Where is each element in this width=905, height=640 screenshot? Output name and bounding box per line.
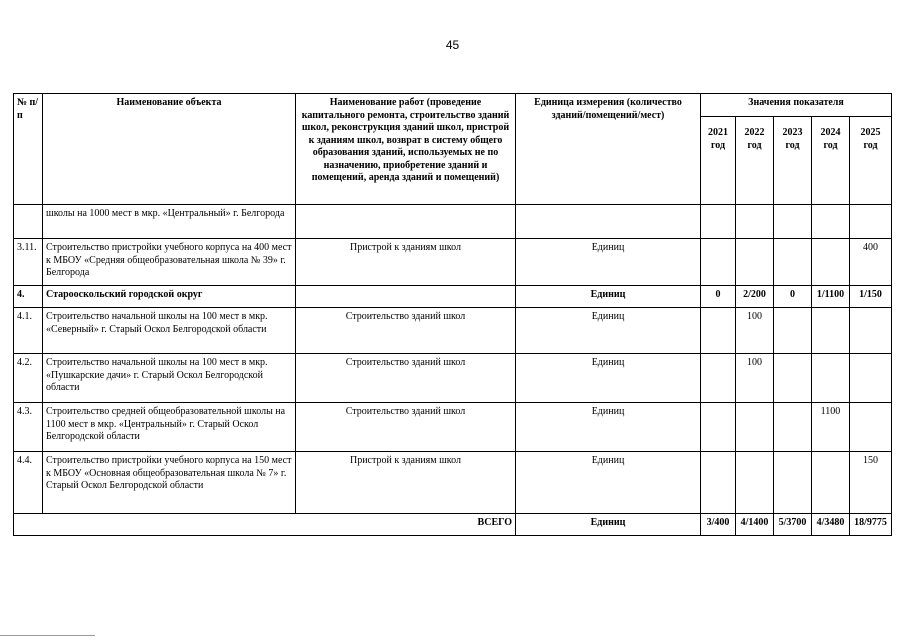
row-value-2024 — [812, 354, 850, 403]
row-num: 4.1. — [14, 308, 43, 354]
row-num: 4. — [14, 286, 43, 308]
row-value-2021 — [701, 239, 736, 286]
total-value-2023: 5/3700 — [774, 514, 812, 536]
row-unit: Единиц — [516, 308, 701, 354]
header-num: № п/п — [14, 94, 43, 205]
row-value-2021 — [701, 205, 736, 239]
table-row — [14, 354, 892, 403]
table-row-district — [14, 286, 892, 308]
table-row — [14, 452, 892, 514]
row-num: 4.3. — [14, 403, 43, 452]
total-label: ВСЕГО — [14, 514, 516, 536]
row-value-2021 — [701, 403, 736, 452]
total-value-2022: 4/1400 — [736, 514, 774, 536]
row-num: 3.11. — [14, 239, 43, 286]
table-row — [14, 308, 892, 354]
row-unit: Единиц — [516, 403, 701, 452]
row-value-2022: 100 — [736, 354, 774, 403]
row-object: Строительство начальной школы на 100 мест в мкр. «Северный» г. Старый Оскол Белгородской области — [43, 308, 296, 354]
row-unit: Единиц — [516, 354, 701, 403]
row-value-2024: 1/1100 — [812, 286, 850, 308]
row-value-2022 — [736, 452, 774, 514]
row-value-2023 — [774, 403, 812, 452]
row-value-2025: 1/150 — [850, 286, 892, 308]
header-year: 2021 год — [701, 117, 736, 205]
total-value-2021: 3/400 — [701, 514, 736, 536]
page-number: 45 — [445, 38, 460, 52]
row-num: 4.2. — [14, 354, 43, 403]
row-value-2021: 0 — [701, 286, 736, 308]
row-value-2025 — [850, 403, 892, 452]
row-value-2023 — [774, 239, 812, 286]
header-object-name: Наименование объекта — [43, 94, 296, 205]
row-value-2025 — [850, 308, 892, 354]
header-year: 2022 год — [736, 117, 774, 205]
row-value-2021 — [701, 452, 736, 514]
row-value-2025: 400 — [850, 239, 892, 286]
row-value-2021 — [701, 308, 736, 354]
row-unit: Единиц — [516, 452, 701, 514]
table-row — [14, 205, 892, 239]
row-work — [296, 205, 516, 239]
row-work: Пристрой к зданиям школ — [296, 239, 516, 286]
table-row — [14, 239, 892, 286]
row-value-2022 — [736, 239, 774, 286]
row-value-2024 — [812, 452, 850, 514]
row-object: Строительство средней общеобразовательной школы на 1100 мест в мкр. «Центральный» г. Старый Оскол Белгородской области — [43, 403, 296, 452]
row-unit: Единиц — [516, 239, 701, 286]
row-value-2024 — [812, 205, 850, 239]
row-object: Строительство начальной школы на 100 мест в мкр. «Пушкарские дачи» г. Старый Оскол Белгородской области — [43, 354, 296, 403]
row-value-2022 — [736, 403, 774, 452]
row-value-2025: 150 — [850, 452, 892, 514]
row-work — [296, 286, 516, 308]
row-value-2023 — [774, 308, 812, 354]
row-value-2022 — [736, 205, 774, 239]
row-num — [14, 205, 43, 239]
row-work: Пристрой к зданиям школ — [296, 452, 516, 514]
row-object: Строительство пристройки учебного корпуса на 150 мест к МБОУ «Основная общеобразовательная школа № 7» г. Старый Оскол Белгородской области — [43, 452, 296, 514]
row-value-2023 — [774, 205, 812, 239]
total-value-2025: 18/9775 — [850, 514, 892, 536]
header-year: 2024 год — [812, 117, 850, 205]
table-row — [14, 403, 892, 452]
row-value-2024 — [812, 308, 850, 354]
row-value-2024 — [812, 239, 850, 286]
row-object: Старооскольский городской округ — [43, 286, 296, 308]
row-work: Строительство зданий школ — [296, 403, 516, 452]
header-row — [14, 94, 892, 117]
header-works: Наименование работ (проведение капитального ремонта, строительство зданий школ, реконструкция зданий школ, пристрой к зданиям школ, возврат в систему общего образования зданий, используемых не по назначению, приобретение зданий и помещений, аренда зданий и помещений) — [296, 94, 516, 205]
total-value-2024: 4/3480 — [812, 514, 850, 536]
header-year: 2023 год — [774, 117, 812, 205]
header-unit: Единица измерения (количество зданий/помещений/мест) — [516, 94, 701, 205]
header-values-title: Значения показателя — [701, 94, 892, 117]
row-value-2021 — [701, 354, 736, 403]
row-work: Строительство зданий школ — [296, 354, 516, 403]
row-value-2024: 1100 — [812, 403, 850, 452]
table-row-total — [14, 514, 892, 536]
row-value-2022: 100 — [736, 308, 774, 354]
header-year: 2025 год — [850, 117, 892, 205]
row-object: Строительство пристройки учебного корпуса на 400 мест к МБОУ «Средняя общеобразовательная школа № 39» г. Белгорода — [43, 239, 296, 286]
row-value-2023: 0 — [774, 286, 812, 308]
row-object: школы на 1000 мест в мкр. «Центральный» г. Белгорода — [43, 205, 296, 239]
row-value-2025 — [850, 205, 892, 239]
scan-edge-line — [0, 635, 95, 636]
row-value-2023 — [774, 452, 812, 514]
row-num: 4.4. — [14, 452, 43, 514]
indicator-table — [13, 93, 892, 536]
row-value-2023 — [774, 354, 812, 403]
row-unit — [516, 205, 701, 239]
row-value-2025 — [850, 354, 892, 403]
row-work: Строительство зданий школ — [296, 308, 516, 354]
total-unit: Единиц — [516, 514, 701, 536]
row-unit: Единиц — [516, 286, 701, 308]
row-value-2022: 2/200 — [736, 286, 774, 308]
